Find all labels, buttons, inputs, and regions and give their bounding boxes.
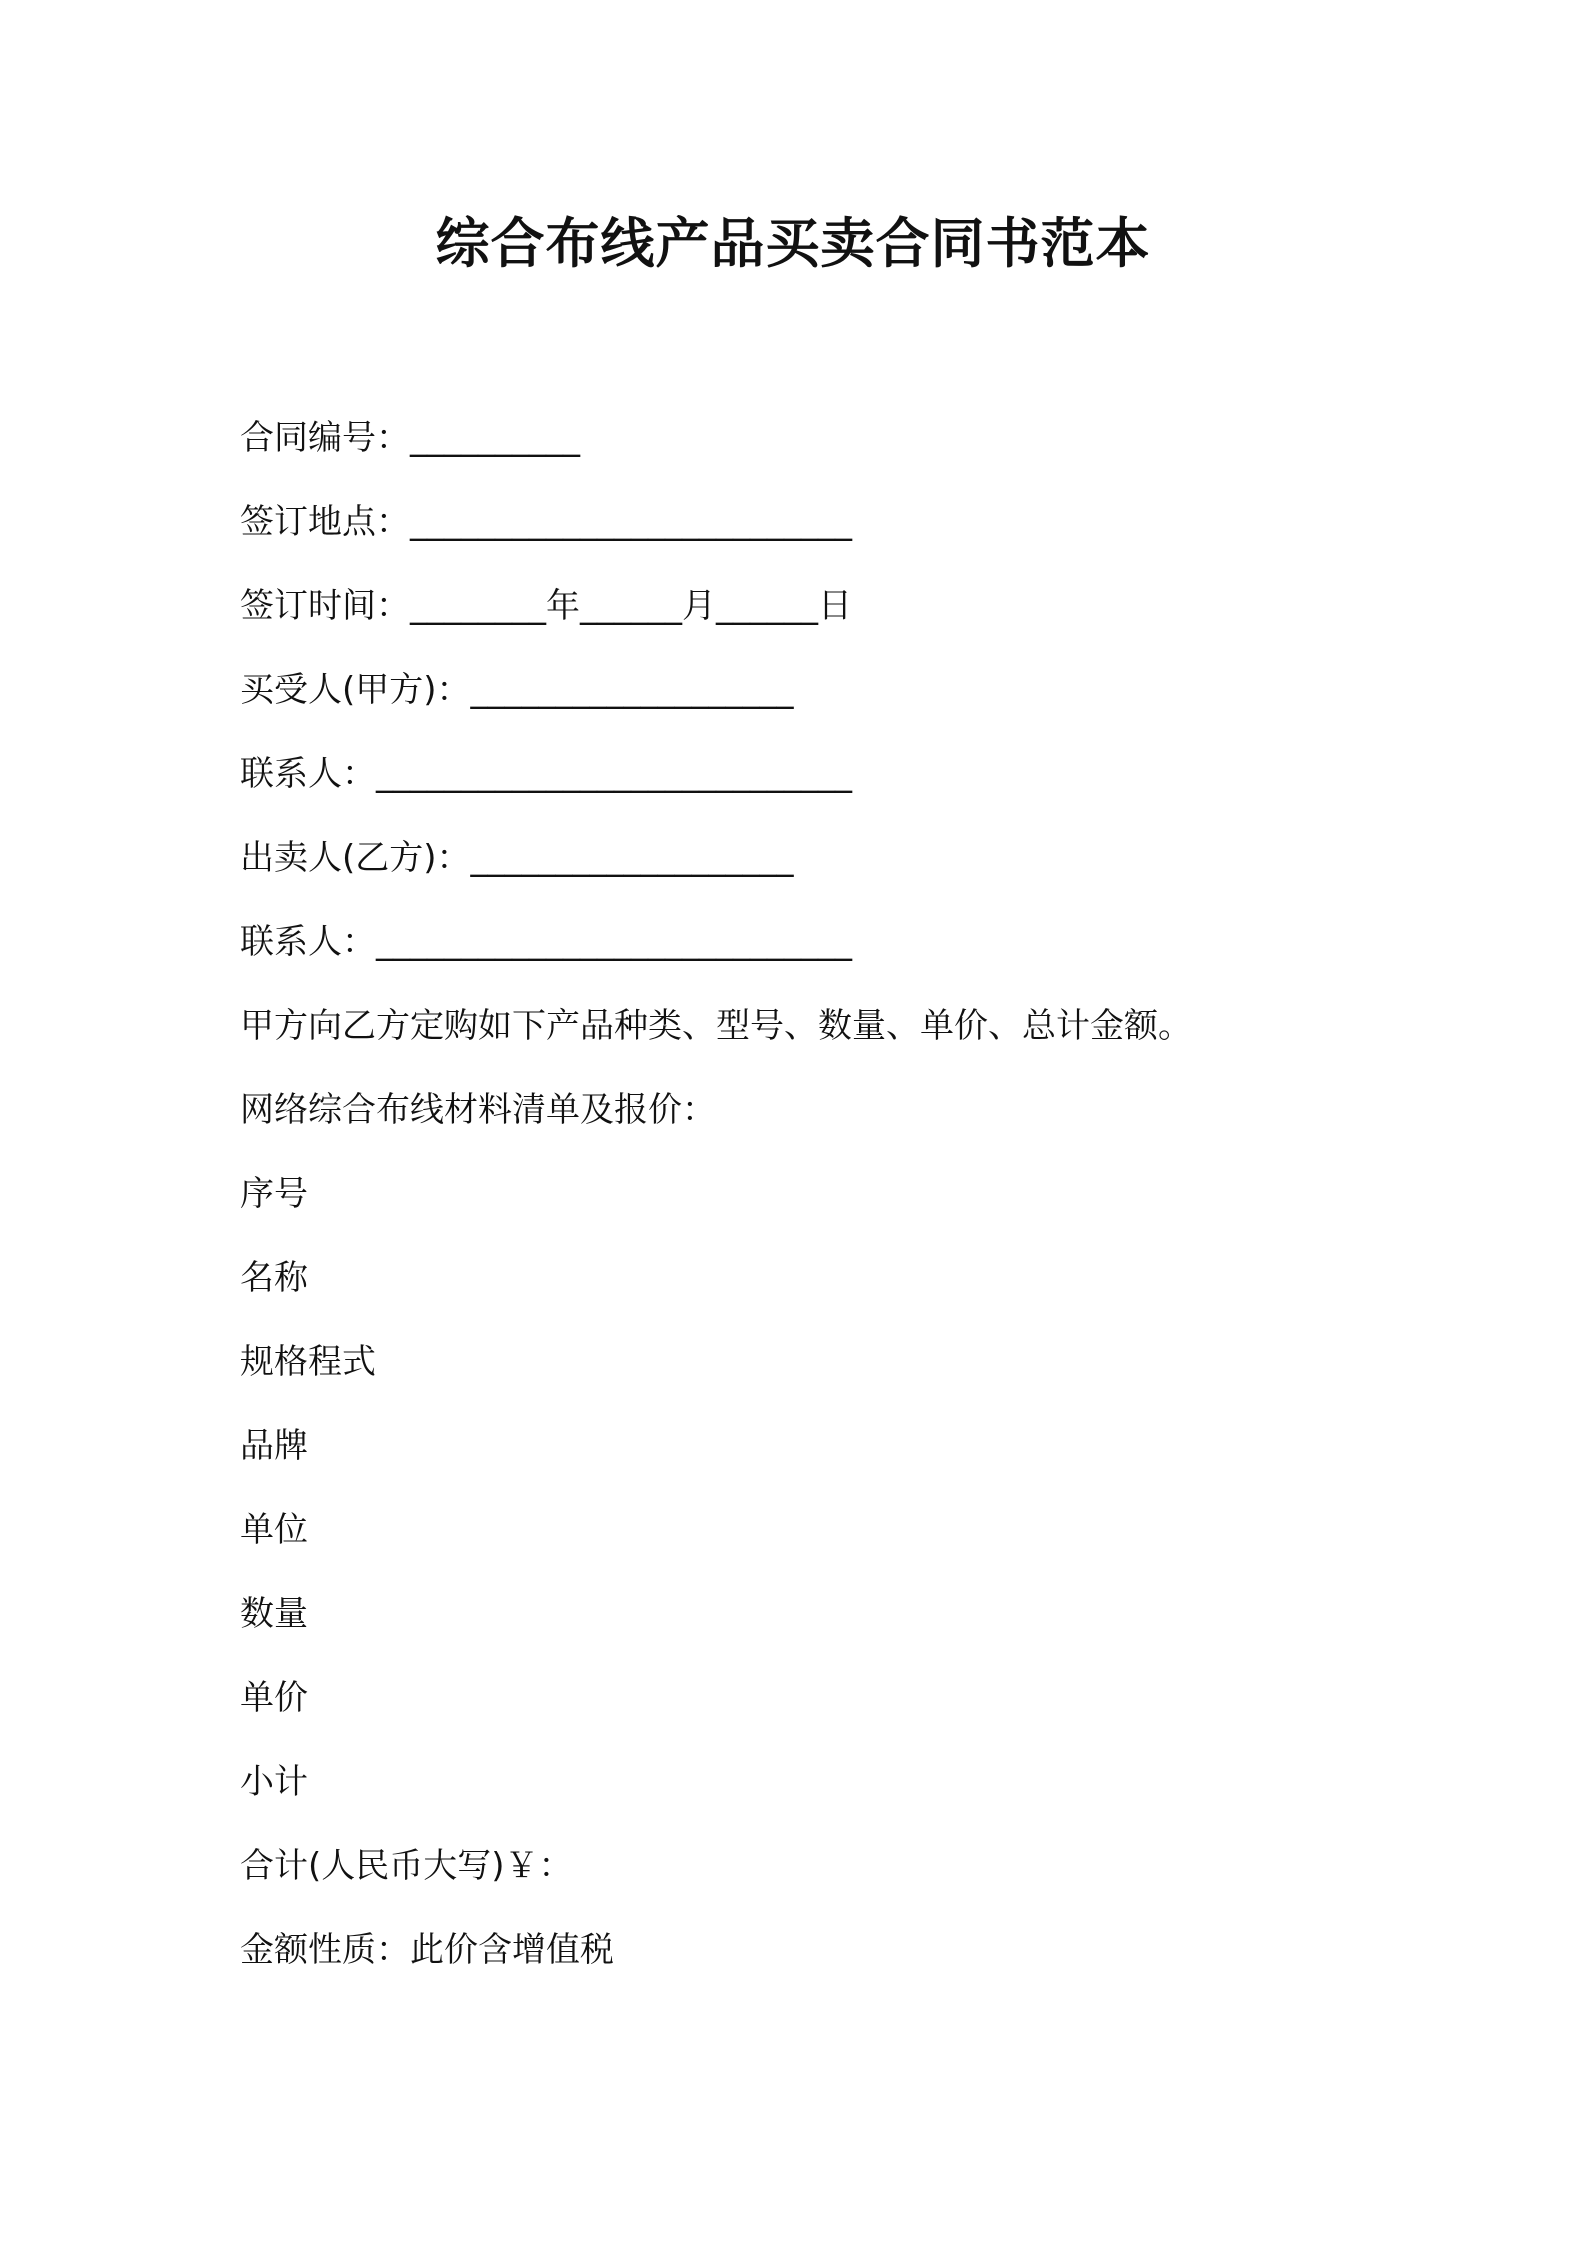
document-title: 综合布线产品买卖合同书范本 bbox=[435, 212, 1151, 275]
field-unit: 单位 bbox=[240, 1510, 308, 1550]
signing-date-line: 签订时间：________年______月______日 bbox=[240, 586, 852, 626]
field-brand: 品牌 bbox=[240, 1426, 308, 1466]
field-quantity: 数量 bbox=[240, 1594, 308, 1634]
buyer-contact-line: 联系人：____________________________ bbox=[240, 754, 852, 794]
order-description-line: 甲方向乙方定购如下产品种类、型号、数量、单价、总计金额。 bbox=[240, 1006, 1192, 1046]
contract-number-line: 合同编号：__________ bbox=[240, 418, 580, 458]
seller-line: 出卖人(乙方)：___________________ bbox=[240, 838, 794, 878]
document-body bbox=[240, 408, 1440, 2004]
field-specification: 规格程式 bbox=[240, 1342, 376, 1382]
amount-nature-line: 金额性质：此价含增值税 bbox=[240, 1930, 614, 1970]
buyer-line: 买受人(甲方)：___________________ bbox=[240, 670, 794, 710]
total-amount-line: 合计(人民币大写)￥： bbox=[240, 1846, 573, 1886]
seller-contact-line: 联系人：____________________________ bbox=[240, 922, 852, 962]
materials-list-heading: 网络综合布线材料清单及报价： bbox=[240, 1090, 716, 1130]
field-unit-price: 单价 bbox=[240, 1678, 308, 1718]
field-subtotal: 小计 bbox=[240, 1762, 308, 1802]
field-name: 名称 bbox=[240, 1258, 308, 1298]
field-serial-number: 序号 bbox=[240, 1174, 308, 1214]
signing-place-line: 签订地点：__________________________ bbox=[240, 502, 852, 542]
